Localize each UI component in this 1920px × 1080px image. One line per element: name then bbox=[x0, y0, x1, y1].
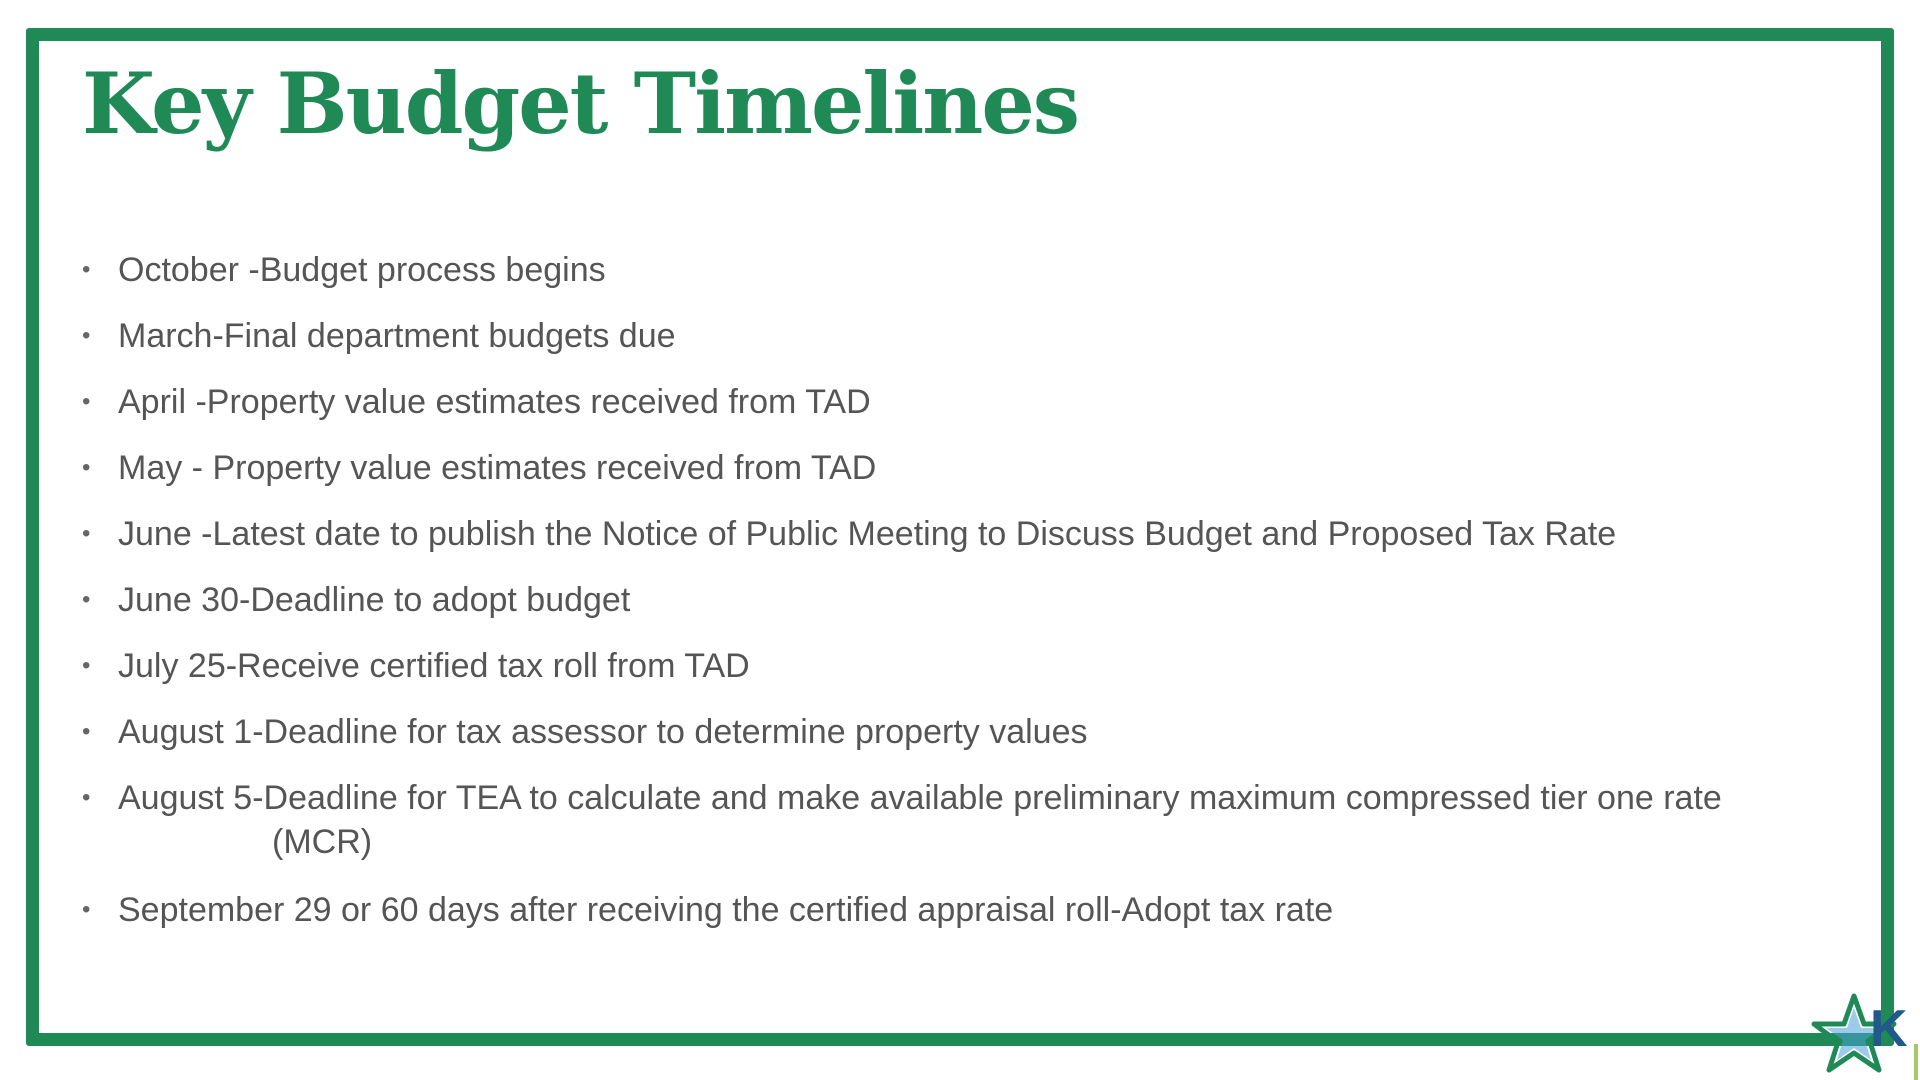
bullet-item-october bbox=[80, 237, 1820, 303]
bullet-item-april bbox=[80, 369, 1820, 435]
bullet-dot-icon: • bbox=[82, 586, 91, 613]
bullet-text: May - Property value estimates received from TAD bbox=[118, 449, 877, 487]
bullet-dot-icon: • bbox=[82, 784, 91, 811]
bullet-dot-icon: • bbox=[82, 652, 91, 679]
logo-letter: K bbox=[1870, 1000, 1908, 1058]
timeline-bullet-list bbox=[80, 237, 1820, 943]
bullet-text: April -Property value estimates received from TAD bbox=[118, 383, 871, 421]
bullet-item-august-5 bbox=[80, 765, 1820, 865]
bullet-item-may bbox=[80, 435, 1820, 501]
bullet-item-june bbox=[80, 501, 1820, 567]
bullet-dot-icon: • bbox=[82, 896, 91, 923]
bullet-item-july-25 bbox=[80, 633, 1820, 699]
bullet-item-september-29 bbox=[80, 877, 1820, 943]
bullet-text: June 30-Deadline to adopt budget bbox=[118, 581, 631, 619]
slide-title: Key Budget Timelines bbox=[82, 54, 1079, 153]
bullet-text: June -Latest date to publish the Notice of Public Meeting to Discuss Budget and Proposed Tax Rate bbox=[118, 515, 1617, 553]
bullet-dot-icon: • bbox=[82, 322, 91, 349]
bullet-text: March-Final department budgets due bbox=[118, 317, 676, 355]
bullet-text: August 5-Deadline for TEA to calculate and make available preliminary maximum compressed tier one rate bbox=[118, 779, 1722, 817]
star-k-logo-icon bbox=[1810, 978, 1920, 1080]
bullet-continuation-text: (MCR) bbox=[272, 823, 373, 861]
bullet-item-march bbox=[80, 303, 1820, 369]
bullet-text: October -Budget process begins bbox=[118, 251, 606, 289]
bullet-dot-icon: • bbox=[82, 520, 91, 547]
bullet-dot-icon: • bbox=[82, 718, 91, 745]
logo-corner-mark bbox=[1914, 1044, 1918, 1080]
bullet-dot-icon: • bbox=[82, 454, 91, 481]
bullet-item-august-1 bbox=[80, 699, 1820, 765]
bullet-dot-icon: • bbox=[82, 256, 91, 283]
bullet-item-june-30 bbox=[80, 567, 1820, 633]
bullet-text: July 25-Receive certified tax roll from TAD bbox=[118, 647, 750, 685]
bullet-dot-icon: • bbox=[82, 388, 91, 415]
bullet-text: August 1-Deadline for tax assessor to determine property values bbox=[118, 713, 1088, 751]
bullet-text: September 29 or 60 days after receiving the certified appraisal roll-Adopt tax rate bbox=[118, 891, 1334, 929]
